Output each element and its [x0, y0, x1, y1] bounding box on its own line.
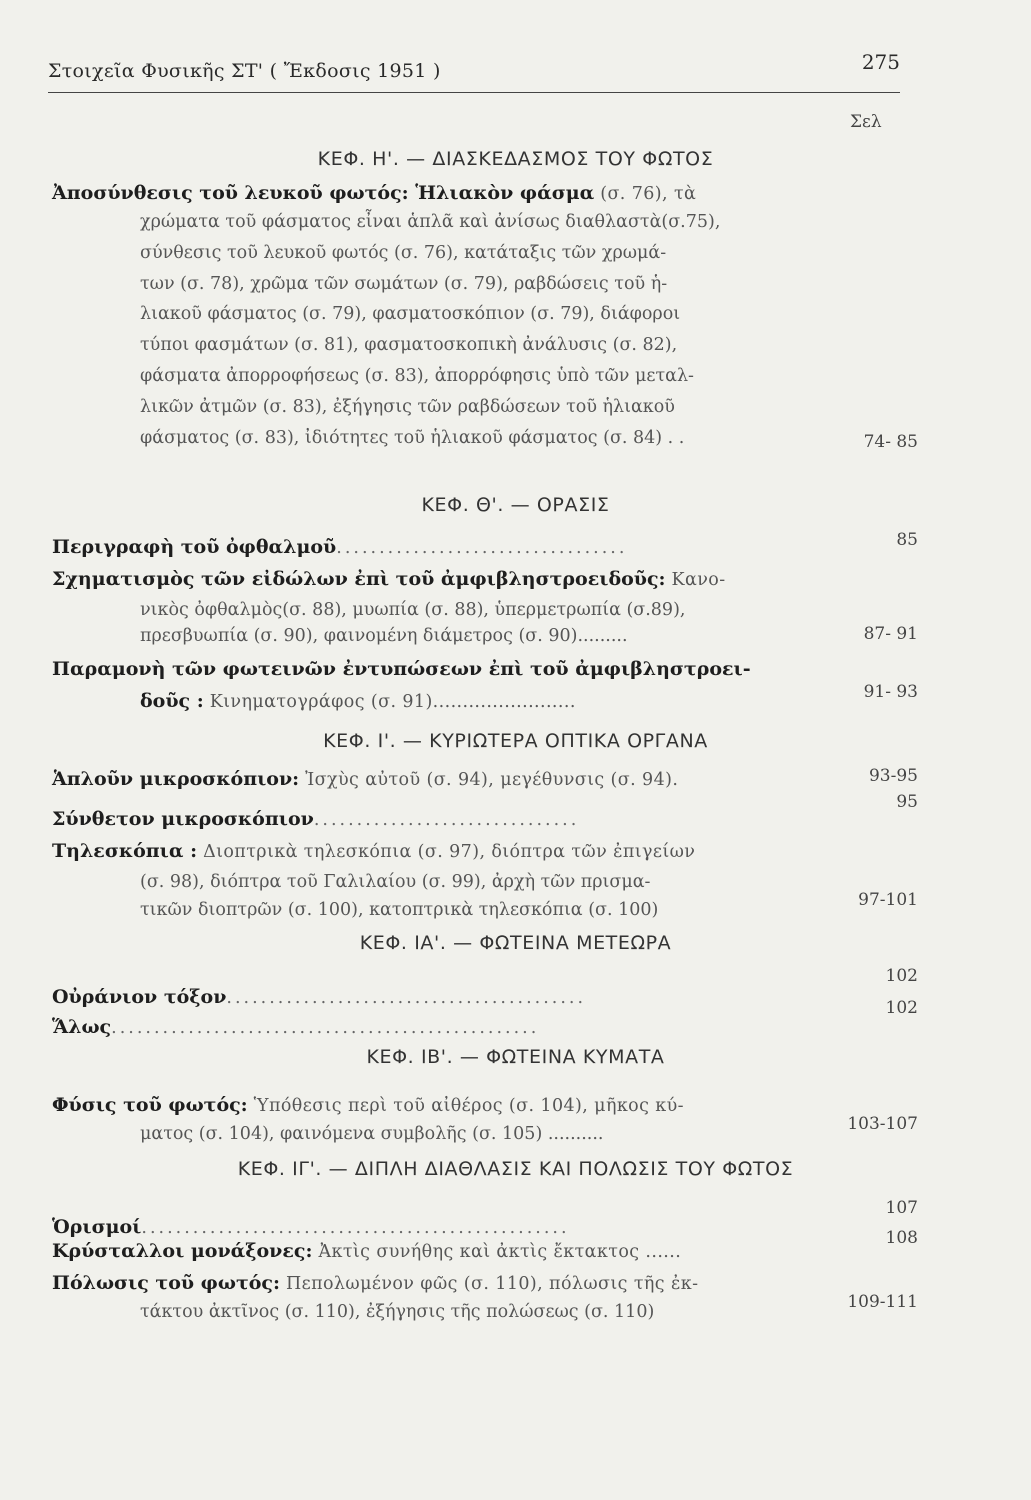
entry-line: νικὸς ὀφθαλμὸς(σ. 88), μυωπία (σ. 88), ὑπερμετρωπία (σ.89), — [140, 600, 686, 620]
entry-line: χρώματα τοῦ φάσματος εἶναι ἁπλᾶ καὶ ἀνίσως διαθλαστὰ(σ.75), — [140, 212, 721, 232]
entry-line: Ὁρισμοί.................................................. — [52, 1216, 570, 1238]
page-range: 95 — [896, 792, 918, 812]
chapter-heading: ΚΕΦ. Ι'. — ΚΥΡΙΩΤΕΡΑ ΟΠΤΙΚΑ ΟΡΓΑΝΑ — [323, 730, 708, 752]
entry-line: Ἅλως.................................................. — [52, 1016, 540, 1038]
chapter-heading: ΚΕΦ. Η'. — ΔΙΑΣΚΕΔΑΣΜΟΣ ΤΟΥ ΦΩΤΟΣ — [317, 148, 714, 170]
page-range: 102 — [885, 998, 918, 1018]
entry-line: δοῦς : Κινηματογράφος (σ. 91)........................ — [140, 690, 576, 712]
entry-line: πρεσβυωπία (σ. 90), φαινομένη διάμετρος (σ. 90)......... — [140, 626, 628, 646]
entry-line: Περιγραφὴ τοῦ ὀφθαλμοῦ.................................. — [52, 536, 628, 558]
book-title: Στοιχεῖα Φυσικῆς ΣΤ' ( Ἔκδοσις 1951 ) — [48, 60, 441, 82]
entry-line: φάσματα ἀπορροφήσεως (σ. 83), ἀπορρόφησις ὑπὸ τῶν μεταλ- — [140, 366, 694, 386]
page-range: 103-107 — [847, 1114, 918, 1134]
entry-line: Ἀποσύνθεσις τοῦ λευκοῦ φωτός: Ἡλιακὸν φάσμα (σ. 76), τὰ — [52, 182, 697, 204]
page-range: 97-101 — [858, 890, 918, 910]
chapter-heading: ΚΕΦ. ΙΑ'. — ΦΩΤΕΙΝΑ ΜΕΤΕΩΡΑ — [359, 932, 672, 954]
chapter-heading: ΚΕΦ. Θ'. — ΟΡΑΣΙΣ — [421, 494, 610, 516]
page-header — [48, 50, 900, 93]
entry-line: Παραμονὴ τῶν φωτεινῶν ἐντυπώσεων ἐπὶ τοῦ ἀμφιβληστροει- — [52, 658, 751, 680]
page-range: 91- 93 — [863, 682, 918, 702]
entry-line: σύνθεσις τοῦ λευκοῦ φωτός (σ. 76), κατάταξις τῶν χρωμά- — [140, 243, 667, 263]
entry-line: ματος (σ. 104), φαινόμενα συμβολῆς (σ. 105) .......... — [140, 1124, 604, 1144]
page-range: 102 — [885, 966, 918, 986]
entry-line: Πόλωσις τοῦ φωτός: Πεπολωμένον φῶς (σ. 110), πόλωσις τῆς ἐκ- — [52, 1272, 699, 1294]
entry-line: τάκτου ἀκτῖνος (σ. 110), ἐξήγησις τῆς πολώσεως (σ. 110) — [140, 1302, 655, 1322]
entry-line: Σχηματισμὸς τῶν εἰδώλων ἐπὶ τοῦ ἀμφιβληστροειδοῦς: Κανο- — [52, 568, 726, 590]
entry-line: Τηλεσκόπια : Διοπτρικὰ τηλεσκόπια (σ. 97), διόπτρα τῶν ἐπιγείων — [52, 840, 696, 862]
chapter-heading: ΚΕΦ. ΙΓ'. — ΔΙΠΛΗ ΔΙΑΘΛΑΣΙΣ ΚΑΙ ΠΟΛΩΣΙΣ ΤΟΥ ΦΩΤΟΣ — [237, 1158, 794, 1180]
page-range: 109-111 — [847, 1292, 918, 1312]
entry-line: των (σ. 78), χρῶμα τῶν σωμάτων (σ. 79), ραβδώσεις τοῦ ἡ- — [140, 274, 668, 294]
page-range: 107 — [885, 1198, 918, 1218]
chapter-heading: ΚΕΦ. ΙΒ'. — ΦΩΤΕΙΝΑ ΚΥΜΑΤΑ — [366, 1046, 665, 1068]
entry-line: Φύσις τοῦ φωτός: Ὑπόθεσις περὶ τοῦ αἰθέρος (σ. 104), μῆκος κύ- — [52, 1094, 684, 1116]
page-range: 74- 85 — [863, 432, 918, 452]
entry-line: Ἁπλοῦν μικροσκόπιον: Ἰσχὺς αὐτοῦ (σ. 94), μεγέθυνσις (σ. 94). — [52, 768, 679, 790]
entry-line: λιακοῦ φάσματος (σ. 79), φασματοσκόπιον (σ. 79), διάφοροι — [140, 304, 681, 324]
page-range: 108 — [885, 1228, 918, 1248]
page-column-label: Σελ — [850, 112, 882, 132]
page-range: 87- 91 — [863, 624, 918, 644]
entry-line: Σύνθετον μικροσκόπιον............................... — [52, 808, 580, 830]
page-range: 93-95 — [868, 766, 918, 786]
entry-line: Κρύσταλλοι μονάξονες: Ἀκτὶς συνήθης καὶ ἀκτὶς ἔκτακτος ...... — [52, 1240, 682, 1262]
entry-line: φάσματος (σ. 83), ἰδιότητες τοῦ ἡλιακοῦ φάσματος (σ. 84) . . — [140, 428, 685, 448]
entry-line: τικῶν διοπτρῶν (σ. 100), κατοπτρικὰ τηλεσκόπια (σ. 100) — [140, 900, 659, 920]
entry-line: λικῶν ἀτμῶν (σ. 83), ἐξήγησις τῶν ραβδώσεων τοῦ ἡλιακοῦ — [140, 397, 675, 417]
entry-line: Οὐράνιον τόξον.......................................... — [52, 986, 587, 1008]
entry-line: τύποι φασμάτων (σ. 81), φασματοσκοπικὴ ἀνάλυσις (σ. 82), — [140, 335, 678, 355]
page-number: 275 — [861, 50, 900, 74]
page-range: 85 — [896, 530, 918, 550]
entry-line: (σ. 98), διόπτρα τοῦ Γαλιλαίου (σ. 99), ἀρχὴ τῶν πρισμα- — [140, 872, 651, 892]
